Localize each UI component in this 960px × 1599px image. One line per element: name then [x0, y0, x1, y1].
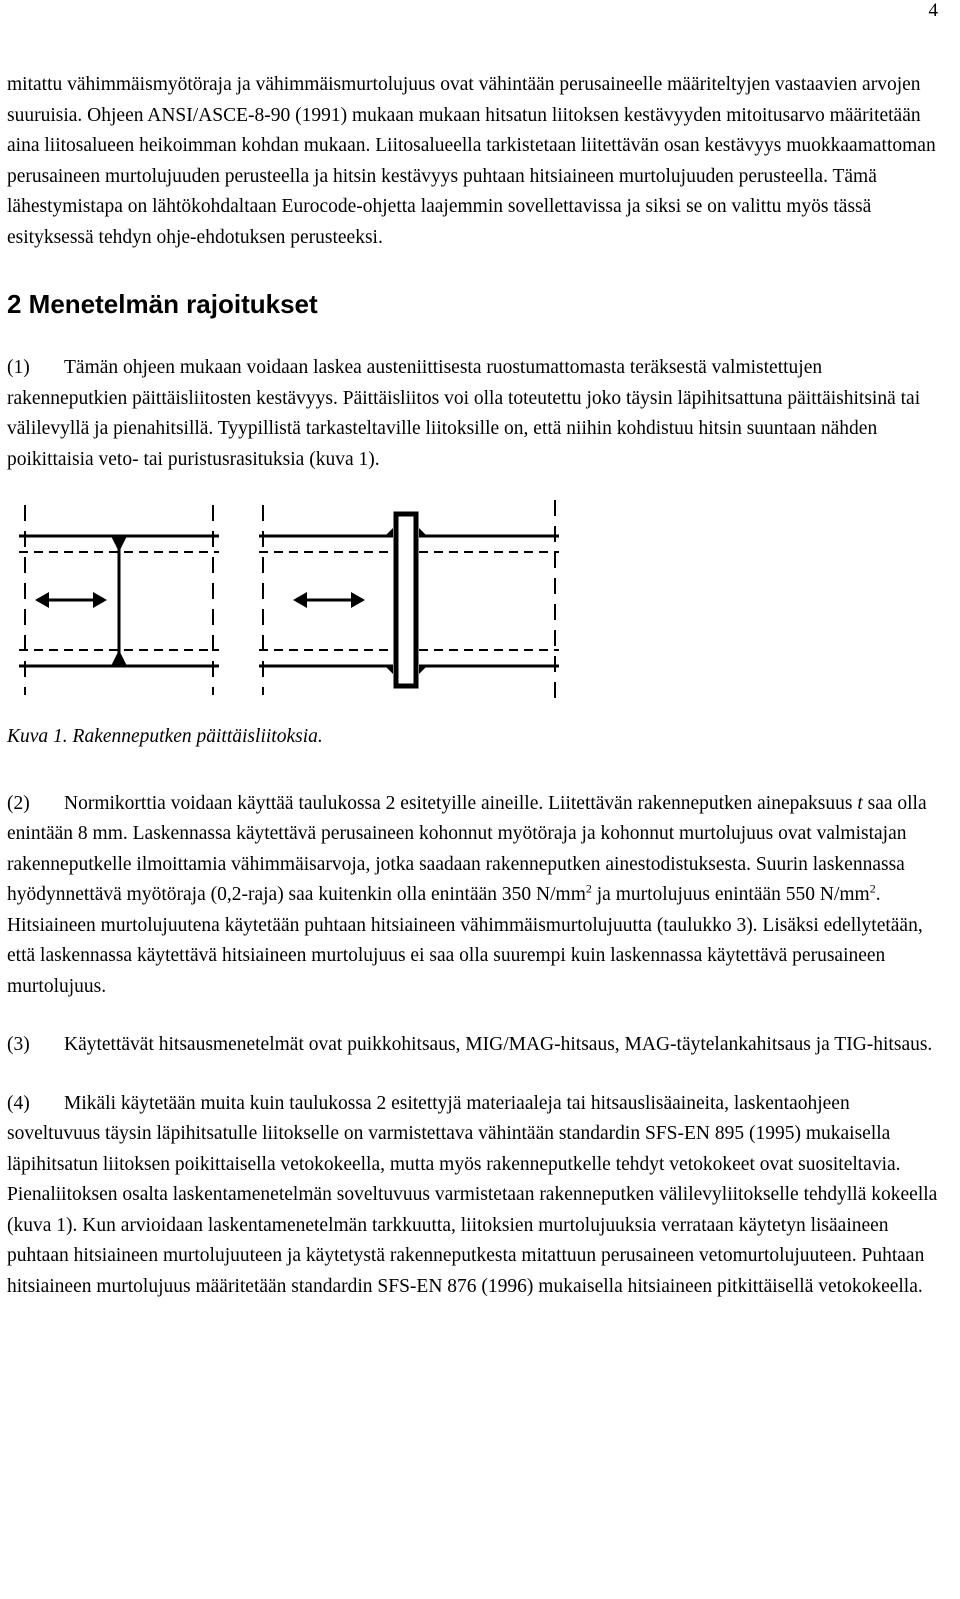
paragraph-4-text-2: Pienaliitoksen osalta laskentamenetelmän soveltuvuus varmistetaan rakenneputken välilevyliitokselle tehdyllä kokeella (kuva 1). Kun arvioidaan laskentamenetelmän tarkkuutta, liitoksien murtolujuuksia verrataan käytetyn lisäaineen puhtaan hitsiaineen murtolujuuteen ja käytetystä rakenneputkesta mitattuun perusaineen vetomurtolujuuteen. Puhtaan hitsiaineen murtolujuus määritetään standardin SFS-EN 876 (1996) mukaisella hitsiaineen pitkittäisellä vetokokeella.: [7, 1184, 938, 1297]
paragraph-2-text-4: Laskennassa käytettävä perusaineen kohonnut myötöraja ja kohonnut murtolujuus ovat valmistajan rakenneputkelle ilmoittamia vähimmäisarvoja, jotka saadaan rakenneputken ainestodistuksesta. Suurin laskennassa hyödynnettävä myötöraja (0,2-raja) saa kuitenkin olla enintään 350 N/mm: [7, 823, 907, 905]
page-content: [7, 70, 947, 1302]
paragraph-1-text-2: Päittäisliitos voi olla toteutettu joko täysin läpihitsattuna päittäishitsinä tai välilevyllä ja pienahitsillä. Tyypillistä tarkasteltaville liitoksille on, että niihin kohdistuu hitsin suuntaan nähden poikittaisia veto- tai puristusrasituksia (kuva 1).: [7, 387, 921, 470]
plate-weld-joint-drawing: [259, 500, 559, 700]
pipe-joints-diagram: [7, 500, 947, 706]
paragraph-3: [7, 1030, 947, 1061]
superscript-1: 2: [585, 881, 592, 896]
paragraph-1-number: (1): [7, 357, 30, 378]
intro-text-1: mitattu vähimmäismyötöraja ja vähimmäismurtolujuus ovat vähintään perusaineelle määriteltyjen vastaavien arvojen suuruisia. Ohjeen ANSI/ASCE-8-90 (1991) mukaan mukaan hitsatun liitoksen kestävyyden mitoitusarvo määritetään aina liitosalueen heikoimman kohdan mukaan.: [7, 74, 921, 156]
paragraph-4-number: (4): [7, 1092, 30, 1114]
paragraph-3-text: Käytettävät hitsausmenetelmät ovat puikkohitsaus, MIG/MAG-hitsaus, MAG-täytelankahitsaus ja TIG-hitsaus.: [64, 1034, 933, 1055]
paragraph-2: [7, 789, 947, 1003]
paragraph-2-number: (2): [7, 792, 30, 814]
paragraph-4: [7, 1089, 947, 1303]
paragraph-2-text-2: Liitettävän rakenneputken ainepaksuus: [548, 792, 858, 814]
paragraph-4-text-1: Mikäli käytetään muita kuin taulukossa 2 esitettyjä materiaaleja tai hitsauslisäaineita, laskentaohjeen soveltuvuus täysin läpihitsatulle liitokselle on varmistettava vähintään standardin SFS-EN 895 (1995) mukaisella läpihitsatun liitoksen poikittaisella vetokokeella, mutta myös rakenneputkelle tehdyt vetokokeet ovat suositeltavia.: [7, 1092, 901, 1175]
intro-text-2: Liitosalueella tarkistetaan liitettävän osan kestävyys muokkaamattoman perusaineen murtolujuuden perusteella ja hitsin kestävyys puhtaan hitsiaineen murtolujuuden perusteella. Tämä lähestymistapa on lähtökohdaltaan Eurocode-ohjetta laajemmin sovellettavissa ja siksi se on valittu myös tässä esityksessä tehdyn ohje-ehdotuksen perusteeksi.: [7, 135, 936, 248]
paragraph-1-text-1: Tämän ohjeen mukaan voidaan laskea austeniittisesta ruostumattomasta teräksestä valmistettujen rakenneputkien päittäisliitosten kestävyys.: [7, 357, 823, 409]
figure-pipe-joints: [7, 500, 947, 706]
paragraph-3-number: (3): [7, 1034, 30, 1055]
superscript-2: 2: [869, 881, 876, 896]
paragraph-1: [7, 353, 947, 475]
intro-paragraph: [7, 70, 947, 253]
figure-caption: Kuva 1. Rakenneputken päittäisliitoksia.: [7, 726, 323, 747]
paragraph-2-text-5: ja murtolujuus enintään 550 N/mm: [591, 884, 870, 905]
butt-weld-joint-drawing: [19, 505, 219, 695]
paragraph-2-text-3: saa olla enintään 8 mm.: [7, 792, 927, 844]
thickness-symbol: t: [857, 792, 863, 814]
paragraph-2-text-1: Normikorttia voidaan käyttää taulukossa 2 esitetyille aineille.: [64, 792, 549, 814]
section-heading: 2 Menetelmän rajoitukset: [7, 289, 318, 319]
page-number: 4: [928, 0, 938, 21]
paragraph-2-text-6: . Hitsiaineen murtolujuutena käytetään puhtaan hitsiaineen vähimmäismurtolujuutta (taulukko 3). Lisäksi edellytetään, että laskennassa käytettävä hitsiaineen murtolujuus ei saa olla suurempi kuin laskennassa käytettävä perusaineen murtolujuus.: [7, 884, 923, 997]
